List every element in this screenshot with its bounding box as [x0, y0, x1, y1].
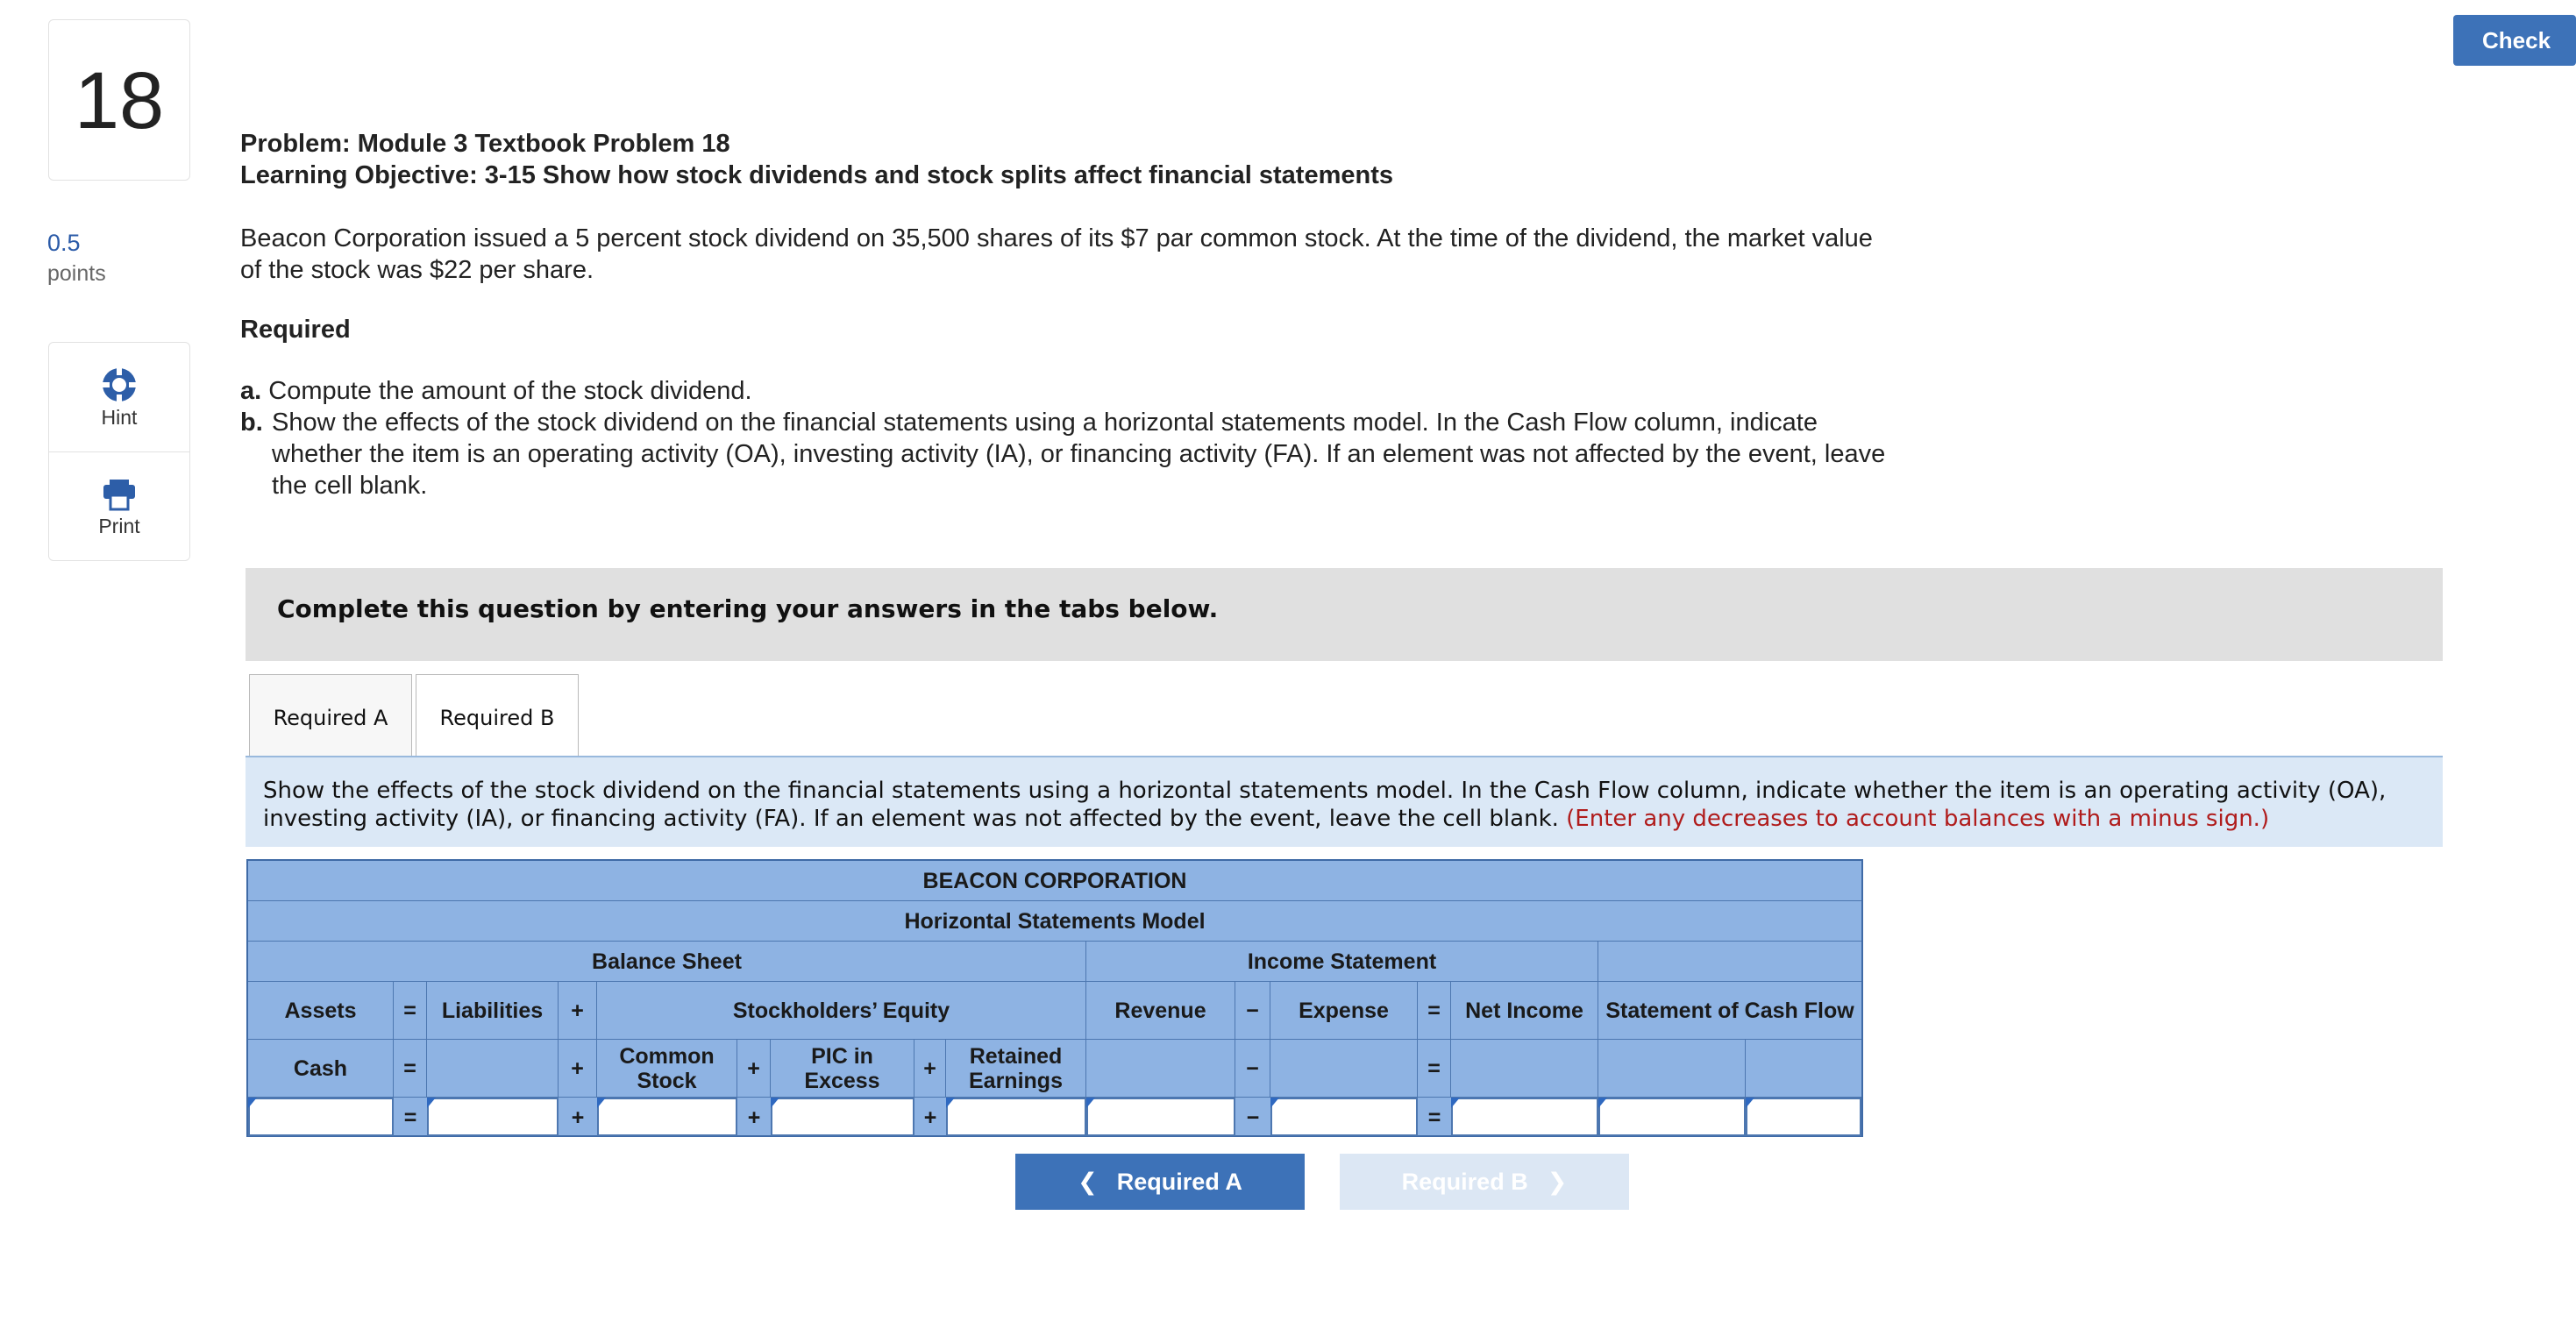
plus-operator: + — [923, 1105, 937, 1130]
common-stock-input[interactable] — [597, 1098, 737, 1136]
equals-operator: = — [394, 1040, 427, 1098]
hint-button[interactable] — [49, 343, 189, 451]
tools-card — [48, 342, 190, 561]
requirement-b-lead: b. — [240, 409, 263, 437]
equals-operator: = — [1427, 1105, 1441, 1130]
pic-in-excess-input[interactable] — [771, 1098, 914, 1136]
instructions-text — [263, 777, 2420, 833]
net-income-input[interactable] — [1451, 1098, 1598, 1136]
stockholders-equity-header: Stockholders’ Equity — [597, 982, 1086, 1040]
banner-text: Complete this question by entering your answers in the tabs below. — [277, 594, 1219, 623]
points-value: 0.5 — [47, 230, 81, 256]
equals-operator: = — [1418, 1040, 1451, 1098]
tab-required-a[interactable]: Required A — [249, 674, 412, 757]
next-label: Required B — [1401, 1169, 1528, 1195]
retained-earnings-header: Retained Earnings — [946, 1040, 1086, 1098]
requirement-a-text: Compute the amount of the stock dividend. — [268, 377, 752, 405]
learning-objective: Learning Objective: 3-15 Show how stock dividends and stock splits affect financial statements — [240, 161, 1393, 189]
net-income-header: Net Income — [1451, 982, 1598, 1040]
question-number-card — [48, 19, 190, 181]
cash-input[interactable] — [248, 1098, 394, 1136]
equals-operator: = — [1418, 982, 1451, 1040]
prev-label: Required A — [1116, 1169, 1242, 1195]
cash-flow-spacer — [1598, 942, 1861, 982]
plus-operator: + — [737, 1040, 771, 1098]
pic-in-excess-header: PIC in Excess — [771, 1040, 914, 1098]
equals-operator: = — [394, 982, 427, 1040]
instructions-main: Show the effects of the stock dividend on the financial statements using a horizontal statements model. In the Cash Flow column, indicate whether the item is an operating activity (OA), investing activity (IA), or financing activity (FA). If an element was not affected by the event, leave the cell blank. — [263, 778, 2387, 832]
expense-header: Expense — [1270, 982, 1418, 1040]
horizontal-statements-table — [246, 859, 1863, 1137]
minus-operator: − — [1235, 1040, 1270, 1098]
plus-operator: + — [747, 1105, 761, 1130]
points-label: points — [47, 261, 106, 286]
tab-instructions — [246, 756, 2443, 847]
equals-operator: = — [403, 1105, 417, 1130]
revenue-header: Revenue — [1086, 982, 1235, 1040]
plus-operator: + — [559, 982, 597, 1040]
tab-required-b[interactable]: Required B — [416, 674, 579, 758]
revenue-input[interactable] — [1086, 1098, 1235, 1136]
plus-operator: + — [559, 1040, 597, 1098]
income-statement-header: Income Statement — [1086, 942, 1598, 982]
next-required-b-button[interactable] — [1340, 1154, 1629, 1210]
plus-operator: + — [914, 1040, 946, 1098]
requirement-b — [240, 407, 1889, 501]
liabilities-sub-blank — [427, 1040, 559, 1098]
assets-header: Assets — [248, 982, 394, 1040]
cash-flow-amount-input[interactable] — [1598, 1098, 1746, 1136]
cash-flow-activity-input[interactable] — [1746, 1098, 1861, 1136]
problem-paragraph: Beacon Corporation issued a 5 percent stock dividend on 35,500 shares of its $7 par common stock. At the time of the dividend, the market value of the stock was $22 per share. — [240, 224, 1873, 284]
requirement-b-text: Show the effects of the stock dividend on the financial statements using a horizontal statements model. In the Cash Flow column, indicate whether the item is an operating activity (OA), investing activity (IA), or financing activity (FA). If an element was not affected by the event, leave the cell blank. — [272, 409, 1886, 500]
prev-required-a-button[interactable] — [1015, 1154, 1305, 1210]
printer-icon — [98, 473, 140, 515]
retained-earnings-input[interactable] — [946, 1098, 1086, 1136]
print-label: Print — [98, 515, 140, 537]
required-heading: Required — [240, 316, 351, 344]
net-income-sub-blank — [1451, 1040, 1598, 1098]
common-stock-header: Common Stock — [597, 1040, 737, 1098]
liabilities-input[interactable] — [427, 1098, 559, 1136]
expense-sub-blank — [1270, 1040, 1418, 1098]
lifebuoy-icon — [98, 364, 140, 406]
chevron-left-icon: ❮ — [1078, 1169, 1098, 1195]
plus-operator: + — [571, 1105, 585, 1130]
instructions-note: (Enter any decreases to account balances with a minus sign.) — [1566, 806, 2270, 832]
requirement-a — [240, 375, 752, 407]
hint-label: Hint — [101, 406, 138, 429]
print-button[interactable] — [49, 451, 189, 560]
question-number: 18 — [74, 56, 165, 146]
problem-title: Problem: Module 3 Textbook Problem 18 — [240, 130, 730, 158]
liabilities-header: Liabilities — [427, 982, 559, 1040]
chevron-right-icon: ❯ — [1547, 1169, 1568, 1195]
cash-header: Cash — [248, 1040, 394, 1098]
balance-sheet-header: Balance Sheet — [248, 942, 1086, 982]
expense-input[interactable] — [1270, 1098, 1418, 1136]
check-button[interactable]: Check — [2453, 15, 2576, 66]
minus-operator: − — [1246, 1105, 1260, 1130]
cash-flow-header: Statement of Cash Flow — [1598, 982, 1861, 1040]
minus-operator: − — [1235, 982, 1270, 1040]
model-title: Horizontal Statements Model — [248, 901, 1861, 942]
cash-flow-sub-blank — [1598, 1040, 1746, 1098]
requirement-a-lead: a. — [240, 377, 262, 405]
revenue-sub-blank — [1086, 1040, 1235, 1098]
company-name: BEACON CORPORATION — [248, 861, 1861, 901]
cash-flow-activity-sub-blank — [1746, 1040, 1861, 1098]
instructions-banner — [246, 568, 2443, 661]
